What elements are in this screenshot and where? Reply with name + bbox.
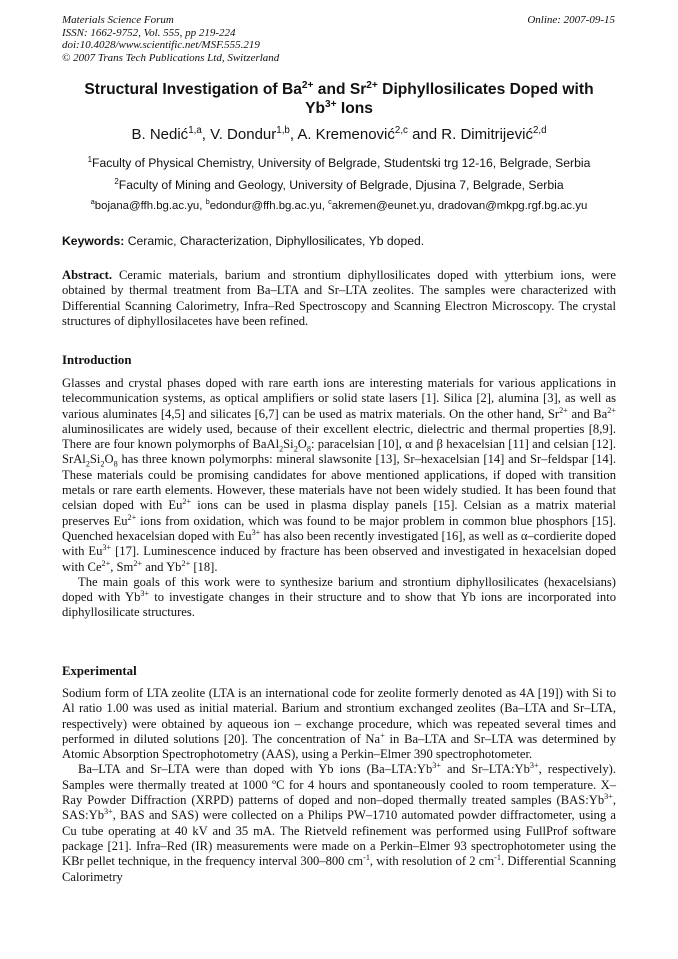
text-run: 3+: [102, 543, 112, 553]
text-run: [17]. Luminescence induced by fracture has been observed and investigated in hexacelsian doped with Ce: [62, 544, 617, 574]
text-run: ions from oxidation, which was found to be major problem in common blue phosphors [15]. Quenched hexacelsian doped with Eu: [62, 513, 616, 543]
author-list: B. Nedić$^{1,a}$, V. Dondur$^{1,b}$, A. Kremenović$^{2,c}$ and R. Dimitrijević$^{2,d}$: [131, 125, 547, 143]
experimental-paragraph: [62, 762, 616, 884]
text-run: Ba–LTA and Sr–LTA were than doped with Yb ions (Ba–LTA:Yb: [78, 762, 433, 777]
text-run: 2+: [559, 405, 568, 415]
abstract-text: Ceramic materials, barium and strontium diphyllosilicates doped with ytterbium ions, were obtained by thermal treatment from Ba–LTA and Sr–LTA zeolites. The samples were characterized with Differential Scanning Calorimetry, Infra–Red Spectroscopy and Scanning Electron Microscopy. The crystal structures of diphyllosilacetes have been refined.: [62, 268, 616, 328]
text-run: -1: [494, 853, 501, 863]
text-run: and Ba: [567, 406, 608, 421]
text-run: , SAS:Yb: [62, 793, 616, 823]
journal-copyright: © 2007 Trans Tech Publications Ltd, Switzerland: [62, 51, 280, 64]
text-run: 2: [85, 460, 90, 469]
text-run: 3+: [104, 807, 113, 817]
text-run: 2+: [127, 512, 137, 522]
text-run: Si: [89, 452, 101, 467]
text-run: 2+: [101, 558, 111, 568]
text-run: , with resolution of 2 cm: [369, 854, 495, 869]
text-run: : paracelsian [10], α and β hexacelsian [11] and celsian [12]. SrAl: [62, 437, 617, 467]
text-run: 3+: [529, 761, 539, 771]
journal-doi: doi:10.4028/www.scientific.net/MSF.555.219: [62, 39, 260, 51]
text-run: O: [104, 452, 114, 467]
affiliation-2: $^2$Faculty of Mining and Geology, University of Belgrade, Djusina 7, Belgrade, Serbia: [114, 176, 564, 192]
text-run: Si: [283, 437, 294, 452]
text-run: ions can be used in plasma display panels [15]. Celsian as a matrix material preserves Eu: [62, 498, 616, 528]
text-run: +: [380, 730, 385, 740]
text-run: 2: [100, 460, 105, 469]
text-run: , Sm: [110, 559, 134, 574]
abstract: [62, 268, 616, 329]
text-run: Sodium form of LTA zeolite (LTA is an international code for zeolite formerly denoted as 4A [19]) with Si to Al ratio 1.00 was used as initial material. Barium and strontium exchanged zeolites (Ba–LTA and Sr–LTA, respectively) were obtained by aqueous ion – exchange procedure, which was repeated several times and performed in diluted solutions [20]. The concentration of Na: [62, 686, 616, 746]
text-run: O: [297, 437, 307, 452]
text-run: 3+: [251, 527, 261, 537]
text-run: 2+: [181, 558, 191, 568]
text-run: , BAS and SAS) were collected on a Philips PW–1710 automated powder diffractometer, using a Cu tube operating at 40 kV and 35 mA. The Rietveld refinement was performed using FullProf software package [21]. Infra–Red (IR) measurements were made on a Perkin–Elmer 93 spectrophotometer using the KBr pellet technique, in the frequency interval 300–800 cm: [62, 808, 616, 869]
experimental-body: [62, 686, 616, 885]
keywords-label: Keywords:: [62, 234, 125, 248]
text-run: has also been recently investigated [16], as well as α–cordierite doped with Eu: [62, 528, 616, 559]
text-run: [18].: [190, 559, 218, 574]
text-run: 2+: [133, 558, 143, 568]
introduction-heading: Introduction: [62, 353, 132, 367]
text-run: 8: [306, 444, 311, 454]
text-run: 2: [279, 444, 284, 454]
text-run: -1: [363, 853, 370, 863]
text-run: in Ba–LTA and Sr–LTA was determined by Atomic Absorption Spectrophotometry (AAS), using a Perkin–Elmer 390 spectrophotometer.: [62, 731, 616, 762]
journal-issn: ISSN: 1662-9752, Vol. 555, pp 219-224: [62, 26, 236, 39]
experimental-heading: Experimental: [62, 664, 137, 678]
abstract-label: Abstract.: [62, 268, 113, 282]
introduction-paragraph: [62, 376, 616, 575]
introduction-body: [62, 376, 616, 621]
text-run: and Sr–LTA:Yb: [441, 762, 530, 777]
text-run: The main goals of this work were to synthesize barium and strontium diphyllosilicates (hexacelsians) doped with Yb: [62, 574, 616, 605]
text-run: 8: [113, 460, 118, 469]
text-run: 3+: [140, 588, 150, 598]
paper-title: Structural Investigation of $Ba^{2+}$ and $Sr^{2+}$ Diphyllosilicates Doped with $Yb^{3+}$ Ions: [84, 79, 594, 117]
text-run: has three known polymorphs: mineral slawsonite [13], Sr–hexacelsian [14] and Sr–feldspar [14]. These materials could be promising candidates for above mentioned applications, if doped with transition metals or rare earth elements. However, these materials have not been widely studied. It has been found that celsian doped with Eu: [62, 452, 616, 513]
text-run: to investigate changes in their structure and to show that Yb ions are incorporated into diphyllosilicate structures.: [62, 590, 616, 620]
text-run: and Yb: [142, 559, 182, 574]
keywords-text: Ceramic, Characterization, Diphyllosilicates, Yb doped.: [124, 234, 425, 248]
experimental-paragraph: [62, 686, 616, 762]
text-run: 3+: [604, 791, 613, 801]
keywords: [62, 234, 424, 248]
text-run: Glasses and crystal phases doped with rare earth ions are interesting materials for various applications in telecommunication systems, as optical amplifiers or solid state lasers [1]. Silica [2], alumina [3], as well as various aluminates [4,5] and silicates [6,7] can be used as matrix materials. On the other hand, Sr: [62, 376, 616, 421]
online-date: Online: 2007-09-15: [527, 14, 615, 26]
text-run: . Differential Scanning Calorimetry: [62, 854, 616, 884]
text-run: , respectively). Samples were thermally treated at 1000 ºC for 4 hours and spontaneously cooled to room temperature. X–Ray Powder Diffraction (XRPD) patterns of doped and non–doped thermally treated samples (BAS:Yb: [62, 762, 616, 808]
introduction-paragraph: [62, 575, 616, 621]
text-run: 3+: [432, 761, 441, 771]
text-run: 2+: [182, 497, 192, 507]
affiliation-1: $^1$Faculty of Physical Chemistry, University of Belgrade, Studentski trg 12-16, Belgrade, Serbia: [87, 154, 591, 170]
text-run: 2: [293, 444, 298, 454]
journal-name: Materials Science Forum: [62, 14, 174, 26]
author-emails: $^a$bojana@ffh.bg.ac.yu, $^b$edondur@ffh.bg.ac.yu, $^c$akremen@eunet.yu, dradovan@mkpg.rgf.bg.ac.yu: [90, 197, 588, 212]
text-run: aluminosilicates are widely used, because of their excellent electric, dielectric and thermal properties [8,9]. There are four known polymorphs of BaAl: [62, 421, 616, 452]
text-run: 2+: [607, 405, 616, 415]
journal-header: [62, 14, 279, 64]
